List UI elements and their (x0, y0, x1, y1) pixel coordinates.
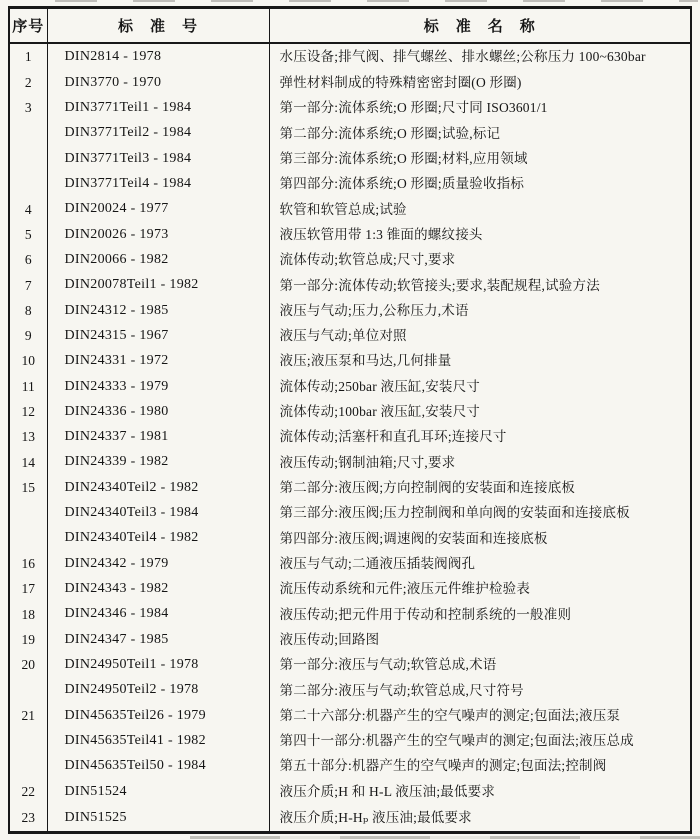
table-row (9, 323, 691, 348)
standard-number-cell: DIN24950Teil1 - 1978 (47, 652, 269, 677)
standards-table (8, 6, 692, 834)
table-row (9, 728, 691, 753)
standard-name-cell: 第五十部分:机器产生的空气噪声的测定;包面法;控制阀 (279, 758, 607, 774)
standard-number-cell: DIN24342 - 1979 (47, 551, 269, 576)
standard-number-cell: DIN3770 - 1970 (47, 70, 269, 95)
standard-number-cell: DIN51525 (47, 804, 269, 832)
serial-cell: 1 (9, 43, 47, 70)
standard-number-cell: DIN20026 - 1973 (47, 222, 269, 247)
serial-cell: 2 (9, 70, 47, 95)
standards-table-frame (8, 6, 692, 834)
standard-number-cell: DIN24340Teil3 - 1984 (47, 500, 269, 525)
table-row (9, 121, 691, 146)
table-row (9, 678, 691, 703)
table-row (9, 602, 691, 627)
standard-name-cell: 流体传动;250bar 液压缸,安装尺寸 (279, 378, 480, 394)
table-row (9, 551, 691, 576)
standard-name-cell: 液压传动;把元件用于传动和控制系统的一般准则 (279, 606, 572, 622)
serial-cell (9, 171, 47, 196)
standard-name-cell: 第四部分:液压阀;调速阀的安装面和连接底板 (279, 530, 548, 546)
standard-name-cell: 液压传动;钢制油箱;尺寸,要求 (279, 454, 456, 470)
standard-name-cell: 弹性材料制成的特殊精密密封圈(O 形圈) (279, 75, 522, 91)
serial-cell (9, 146, 47, 171)
table-row (9, 627, 691, 652)
serial-cell (9, 500, 47, 525)
standard-name-cell: 液压与气动;单位对照 (279, 328, 407, 344)
table-row (9, 43, 691, 70)
table-row (9, 298, 691, 323)
table-row (9, 146, 691, 171)
serial-cell (9, 526, 47, 551)
serial-cell: 16 (9, 551, 47, 576)
header-standard-name: 标 准 名 称 (269, 8, 691, 44)
standard-number-cell: DIN3771Teil4 - 1984 (47, 171, 269, 196)
standard-name-cell: 液压介质;H-Hₚ 液压油;最低要求 (279, 809, 472, 825)
standard-name-cell: 流压传动系统和元件;液压元件维护检验表 (279, 581, 531, 597)
serial-cell: 5 (9, 222, 47, 247)
serial-cell: 20 (9, 652, 47, 677)
standard-name-cell: 第二部分:液压与气动;软管总成,尺寸符号 (279, 682, 524, 698)
table-row (9, 804, 691, 832)
table-row (9, 374, 691, 399)
standard-number-cell: DIN24315 - 1967 (47, 323, 269, 348)
table-row (9, 526, 691, 551)
serial-cell: 18 (9, 602, 47, 627)
standard-number-cell: DIN20078Teil1 - 1982 (47, 273, 269, 298)
standard-name-cell: 水压设备;排气阀、排气螺丝、排水螺丝;公称压力 100~630bar (279, 49, 646, 65)
table-row (9, 349, 691, 374)
serial-cell: 15 (9, 475, 47, 500)
standard-number-cell: DIN24331 - 1972 (47, 349, 269, 374)
table-row (9, 475, 691, 500)
standard-number-cell: DIN24336 - 1980 (47, 399, 269, 424)
table-row (9, 222, 691, 247)
serial-cell: 13 (9, 425, 47, 450)
standard-number-cell: DIN24340Teil4 - 1982 (47, 526, 269, 551)
standard-number-cell: DIN24340Teil2 - 1982 (47, 475, 269, 500)
standard-name-cell: 第二十六部分:机器产生的空气噪声的测定;包面法;液压泵 (279, 707, 621, 723)
standard-name-cell: 第一部分:流体传动;软管接头;要求,装配规程,试验方法 (279, 277, 600, 293)
serial-cell: 11 (9, 374, 47, 399)
serial-cell: 17 (9, 576, 47, 601)
table-row (9, 500, 691, 525)
header-serial-number: 序号 (9, 8, 47, 44)
standard-number-cell: DIN3771Teil1 - 1984 (47, 95, 269, 120)
standard-name-cell: 流体传动;活塞杆和直孔耳环;连接尺寸 (279, 429, 507, 445)
table-row (9, 703, 691, 728)
scan-artifact-top (55, 0, 698, 2)
table-row (9, 425, 691, 450)
table-row (9, 754, 691, 779)
standard-number-cell: DIN45635Teil41 - 1982 (47, 728, 269, 753)
serial-cell: 23 (9, 804, 47, 832)
standard-number-cell: DIN24950Teil2 - 1978 (47, 678, 269, 703)
standard-name-cell: 第一部分:液压与气动;软管总成,术语 (279, 657, 497, 673)
table-row (9, 576, 691, 601)
header-row (9, 8, 691, 44)
standard-name-cell: 第四十一部分:机器产生的空气噪声的测定;包面法;液压总成 (279, 733, 634, 749)
standard-number-cell: DIN24343 - 1982 (47, 576, 269, 601)
serial-cell (9, 754, 47, 779)
table-row (9, 652, 691, 677)
standard-name-cell: 第二部分:液压阀;方向控制阀的安装面和连接底板 (279, 480, 576, 496)
serial-cell: 22 (9, 779, 47, 804)
standard-number-cell: DIN3771Teil3 - 1984 (47, 146, 269, 171)
header-standard-number: 标 准 号 (47, 8, 269, 44)
table-row (9, 197, 691, 222)
serial-cell: 14 (9, 450, 47, 475)
standard-name-cell: 流体传动;软管总成;尺寸,要求 (279, 252, 456, 268)
table-row (9, 95, 691, 120)
standard-name-cell: 第四部分:流体系统;O 形圈;质量验收指标 (279, 176, 525, 192)
table-row (9, 779, 691, 804)
serial-cell: 4 (9, 197, 47, 222)
table-body (9, 43, 691, 833)
standard-name-cell: 液压与气动;压力,公称压力,术语 (279, 302, 469, 318)
standard-number-cell: DIN3771Teil2 - 1984 (47, 121, 269, 146)
serial-cell: 10 (9, 349, 47, 374)
standard-name-cell: 软管和软管总成;试验 (279, 201, 407, 217)
standard-number-cell: DIN24339 - 1982 (47, 450, 269, 475)
serial-cell (9, 728, 47, 753)
standard-number-cell: DIN20066 - 1982 (47, 247, 269, 272)
standard-number-cell: DIN20024 - 1977 (47, 197, 269, 222)
standard-name-cell: 第二部分:流体系统;O 形圈;试验,标记 (279, 125, 501, 141)
standard-number-cell: DIN24347 - 1985 (47, 627, 269, 652)
scan-artifact-bottom (190, 836, 700, 839)
standard-name-cell: 第一部分:流体系统;O 形圈;尺寸同 ISO3601/1 (279, 100, 548, 116)
standard-name-cell: 第三部分:流体系统;O 形圈;材料,应用领域 (279, 150, 528, 166)
standard-number-cell: DIN45635Teil50 - 1984 (47, 754, 269, 779)
standard-name-cell: 液压;液压泵和马达,几何排量 (279, 353, 452, 369)
table-row (9, 171, 691, 196)
standard-number-cell: DIN24337 - 1981 (47, 425, 269, 450)
serial-cell: 21 (9, 703, 47, 728)
table-row (9, 399, 691, 424)
standard-number-cell: DIN51524 (47, 779, 269, 804)
table-row (9, 273, 691, 298)
standard-number-cell: DIN2814 - 1978 (47, 43, 269, 70)
serial-cell: 8 (9, 298, 47, 323)
standard-name-cell: 液压传动;回路图 (279, 631, 380, 647)
serial-cell: 3 (9, 95, 47, 120)
serial-cell: 12 (9, 399, 47, 424)
standard-number-cell: DIN24312 - 1985 (47, 298, 269, 323)
table-row (9, 450, 691, 475)
serial-cell: 6 (9, 247, 47, 272)
serial-cell: 19 (9, 627, 47, 652)
standard-number-cell: DIN45635Teil26 - 1979 (47, 703, 269, 728)
standard-name-cell: 液压软管用带 1:3 锥面的螺纹接头 (279, 226, 483, 242)
table-row (9, 247, 691, 272)
serial-cell (9, 121, 47, 146)
standard-number-cell: DIN24333 - 1979 (47, 374, 269, 399)
serial-cell: 9 (9, 323, 47, 348)
table-row (9, 70, 691, 95)
serial-cell: 7 (9, 273, 47, 298)
serial-cell (9, 678, 47, 703)
standard-name-cell: 液压与气动;二通液压插装阀阀孔 (279, 555, 476, 571)
standard-number-cell: DIN24346 - 1984 (47, 602, 269, 627)
standard-name-cell: 流体传动;100bar 液压缸,安装尺寸 (279, 404, 480, 420)
standard-name-cell: 第三部分:液压阀;压力控制阀和单向阀的安装面和连接底板 (279, 505, 630, 521)
standard-name-cell: 液压介质;H 和 H-L 液压油;最低要求 (279, 783, 496, 799)
